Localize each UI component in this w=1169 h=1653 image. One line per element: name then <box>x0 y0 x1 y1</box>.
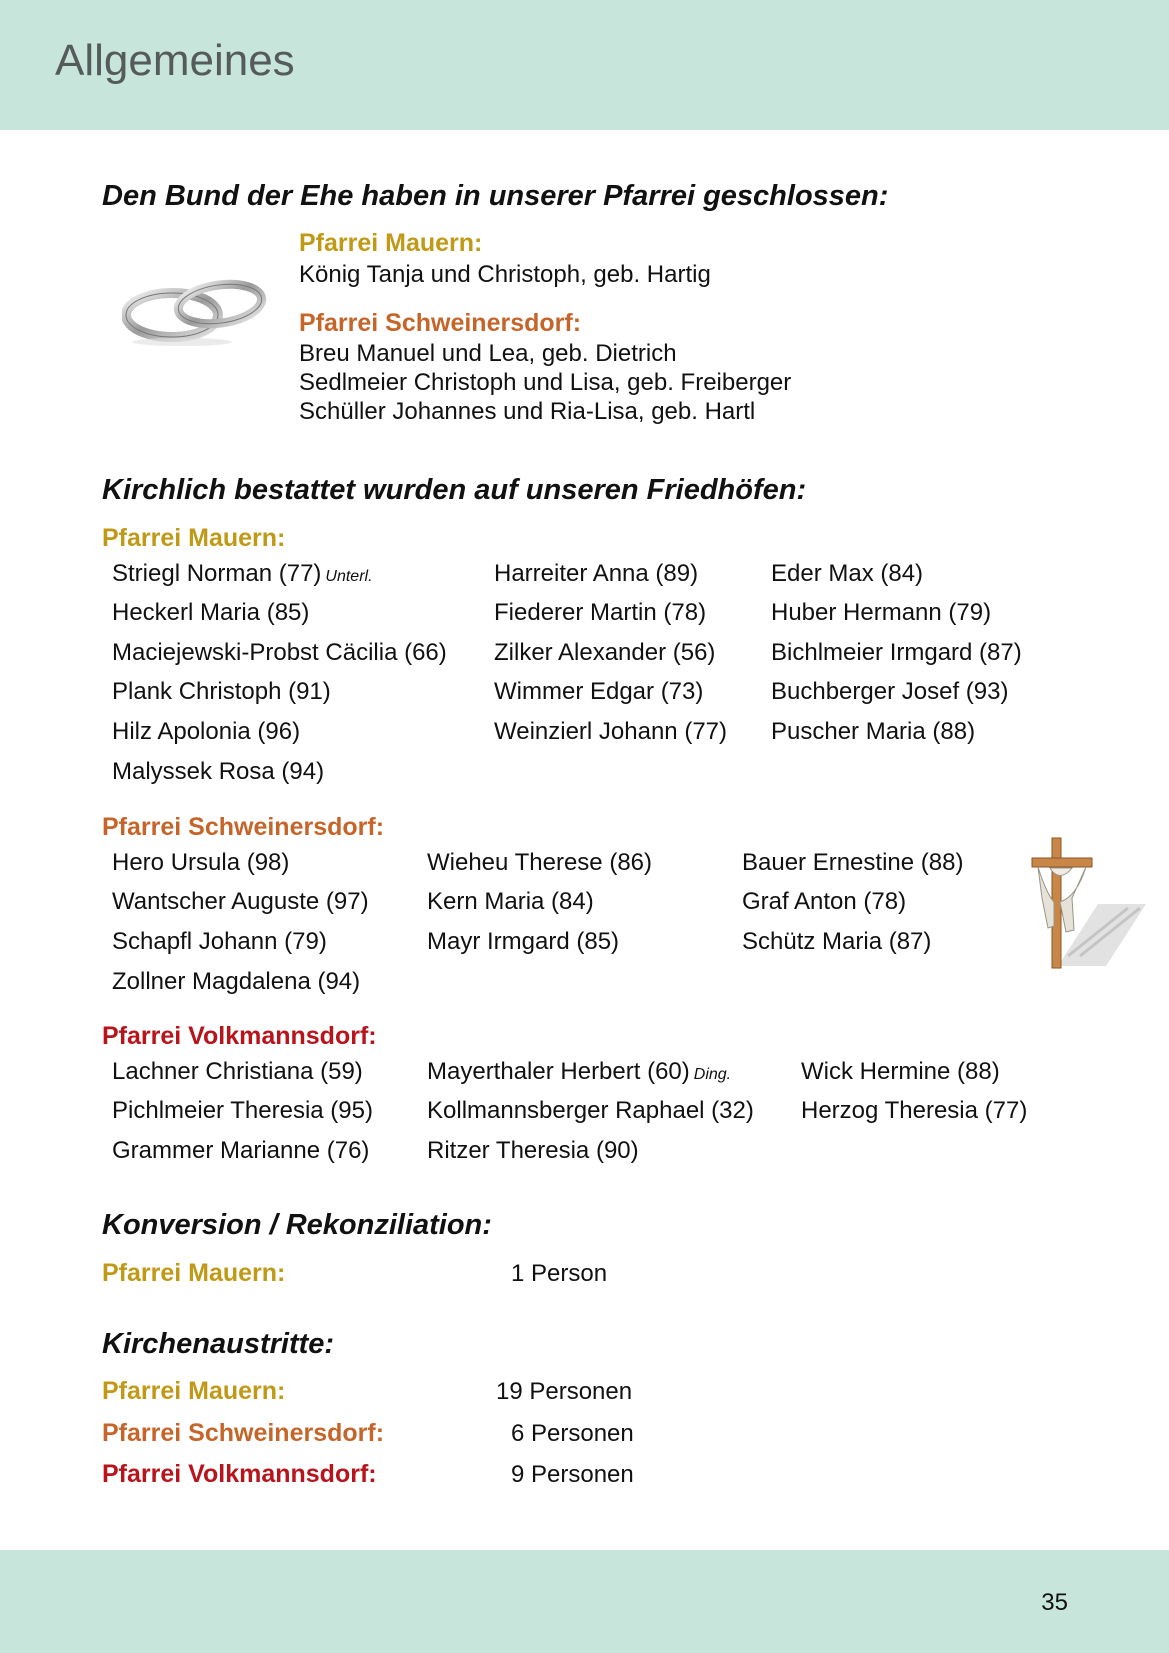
funeral-entry: Pichlmeier Theresia (95) <box>112 1097 373 1124</box>
cross-icon <box>1028 836 1148 970</box>
funeral-entry: Schapfl Johann (79) <box>112 928 327 955</box>
funeral-note: Unterl. <box>325 568 373 585</box>
funeral-entry: Grammer Marianne (76) <box>112 1137 370 1164</box>
funeral-entry: Eder Max (84) <box>771 560 924 587</box>
funeral-entry: Wimmer Edgar (73) <box>494 678 704 705</box>
conversion-mauern-value: 1 Person <box>511 1260 608 1287</box>
funeral-entry: Hilz Apolonia (96) <box>112 718 301 745</box>
funeral-entry: Bauer Ernestine (88) <box>742 849 964 876</box>
funeral-entry: Plank Christoph (91) <box>112 678 331 705</box>
marriages-heading: Den Bund der Ehe haben in unserer Pfarrei geschlossen: <box>102 180 889 212</box>
funeral-entry: Wick Hermine (88) <box>801 1058 1000 1085</box>
funeral-entry: Graf Anton (78) <box>742 888 907 915</box>
exits-schweinersdorf-label: Pfarrei Schweinersdorf: <box>102 1419 385 1447</box>
marriage-entry: Breu Manuel und Lea, geb. Dietrich <box>299 340 677 367</box>
marriage-entry: Sedlmeier Christoph und Lisa, geb. Freiberger <box>299 369 792 396</box>
funeral-entry: Hero Ursula (98) <box>112 849 290 876</box>
conversion-heading: Konversion / Rekonziliation: <box>102 1209 492 1241</box>
funeral-entry: Zilker Alexander (56) <box>494 639 716 666</box>
wedding-rings-icon <box>122 272 272 348</box>
funeral-entry: Kern Maria (84) <box>427 888 594 915</box>
funeral-entry: Kollmannsberger Raphael (32) <box>427 1097 754 1124</box>
exits-mauern-value: 19 Personen <box>496 1378 633 1405</box>
funerals-heading: Kirchlich bestattet wurden auf unseren Friedhöfen: <box>102 474 807 506</box>
funeral-entry: Striegl Norman (77) Unterl. <box>112 560 373 587</box>
funeral-entry: Mayr Irmgard (85) <box>427 928 620 955</box>
funeral-entry: Malyssek Rosa (94) <box>112 758 325 785</box>
funeral-entry: Buchberger Josef (93) <box>771 678 1009 705</box>
marriage-entry: König Tanja und Christoph, geb. Hartig <box>299 261 711 288</box>
exits-volkmannsdorf-value: 9 Personen <box>511 1461 634 1488</box>
funeral-entry: Ritzer Theresia (90) <box>427 1137 639 1164</box>
funeral-entry: Huber Hermann (79) <box>771 599 992 626</box>
page-header <box>0 0 1169 130</box>
funeral-entry: Heckerl Maria (85) <box>112 599 310 626</box>
funeral-entry: Lachner Christiana (59) <box>112 1058 363 1085</box>
funeral-entry: Maciejewski-Probst Cäcilia (66) <box>112 639 447 666</box>
funeral-entry: Wieheu Therese (86) <box>427 849 652 876</box>
funeral-entry: Mayerthaler Herbert (60) Ding. <box>427 1058 732 1085</box>
funeral-entry: Wantscher Auguste (97) <box>112 888 369 915</box>
funerals-mauern-label: Pfarrei Mauern: <box>102 524 286 552</box>
funeral-note: Ding. <box>693 1066 732 1083</box>
conversion-mauern-label: Pfarrei Mauern: <box>102 1259 286 1287</box>
marriages-schweinersdorf-label: Pfarrei Schweinersdorf: <box>299 309 582 337</box>
funeral-entry: Weinzierl Johann (77) <box>494 718 728 745</box>
exits-heading: Kirchenaustritte: <box>102 1328 335 1360</box>
funerals-volkmannsdorf-label: Pfarrei Volkmannsdorf: <box>102 1022 377 1050</box>
funeral-entry: Herzog Theresia (77) <box>801 1097 1028 1124</box>
funeral-entry: Bichlmeier Irmgard (87) <box>771 639 1022 666</box>
page-footer <box>0 1550 1169 1653</box>
funerals-schweinersdorf-label: Pfarrei Schweinersdorf: <box>102 813 385 841</box>
funeral-entry: Schütz Maria (87) <box>742 928 932 955</box>
exits-volkmannsdorf-label: Pfarrei Volkmannsdorf: <box>102 1460 377 1488</box>
marriages-mauern-label: Pfarrei Mauern: <box>299 229 483 257</box>
funeral-entry: Puscher Maria (88) <box>771 718 976 745</box>
exits-mauern-label: Pfarrei Mauern: <box>102 1377 286 1405</box>
funeral-entry: Fiederer Martin (78) <box>494 599 707 626</box>
exits-schweinersdorf-value: 6 Personen <box>511 1420 634 1447</box>
funeral-entry: Harreiter Anna (89) <box>494 560 699 587</box>
page-number: 35 <box>1041 1589 1068 1616</box>
funeral-entry: Zollner Magdalena (94) <box>112 968 361 995</box>
marriage-entry: Schüller Johannes und Ria-Lisa, geb. Hartl <box>299 398 756 425</box>
page-title: Allgemeines <box>55 36 295 85</box>
